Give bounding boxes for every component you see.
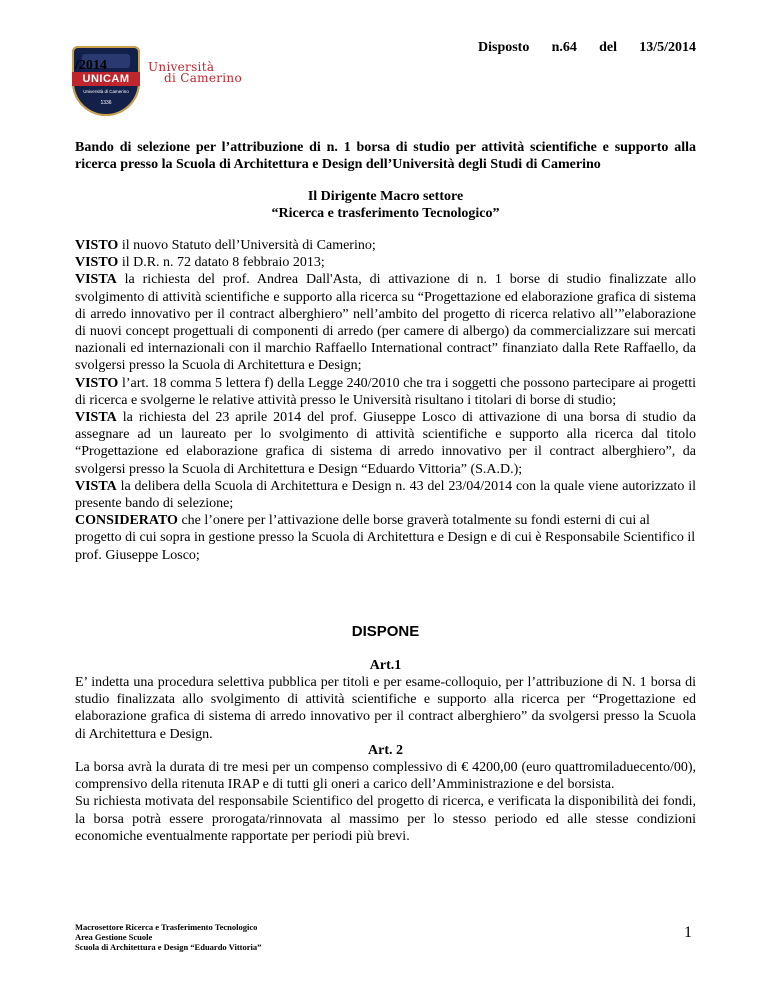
recital-keyword: VISTO — [75, 238, 119, 253]
recital-keyword: CONSIDERATO — [75, 513, 178, 529]
art2-heading: Art. 2 — [368, 743, 403, 758]
wordmark-line2: di Camerino — [164, 71, 242, 85]
art2-body — [75, 759, 696, 845]
recital-text: il nuovo Statuto dell’Università di Camerino; — [118, 238, 376, 253]
seal-text: UNICAM — [72, 72, 140, 86]
university-wordmark — [148, 62, 242, 84]
manager-heading — [75, 188, 696, 222]
recital — [75, 409, 696, 478]
decree-reference — [478, 40, 696, 56]
recital-keyword: VISTO — [75, 255, 119, 271]
decree-word: Disposto — [478, 40, 530, 55]
art1-heading: Art.1 — [369, 658, 402, 673]
recital-text: il D.R. n. 72 datato 8 febbraio 2013; — [118, 255, 325, 271]
decree-year-continuation: /2014 — [75, 58, 107, 73]
recital-keyword: VISTA — [75, 410, 117, 426]
recital-text: la richiesta del 23 aprile 2014 del prof. Giuseppe Losco di attivazione di una borsa di studio da assegnare ad un laureato per lo svolgimento di attività scientifiche e supporto alla ricerca dal titolo “Progettazione ed elaborazione grafica di sistema di arredo innovativo per il contract alberghiero”, da svolgersi presso la Scuola di Architettura e Design “Eduardo Vittoria” (S.A.D.); — [75, 410, 696, 477]
manager-line1: Il Dirigente Macro settore — [307, 189, 464, 204]
recital — [75, 237, 696, 254]
recital-keyword: VISTO — [75, 375, 119, 391]
decree-number: n.64 — [551, 40, 577, 55]
unicam-seal-logo — [72, 46, 140, 116]
recital-text: la richiesta del prof. Andrea Dall'Asta, di attivazione di n. 1 borse di studio finalizzate allo svolgimento di attività scientifiche e supporto alla ricerca su “Progettazione ed elaborazione grafica di sistema di arredo innovativo per il contract alberghiero” nell’ambito del progetto di ricerca relativo all’”elaborazione di nuovi concept progettuali di componenti di arredo (per camere di albergo) da commercializzare sui mercati nazionali ed internazionali con il marchio Raffaello International contract” finanziato dalla Rete Raffaello, da svolgersi presso la Scuola di Architettura e Design; — [75, 272, 696, 374]
recital-text: la delibera della Scuola di Architettura e Design n. 43 del 23/04/2014 con la quale viene autorizzato il presente bando di selezione; — [75, 478, 696, 512]
seal-subtitle: Università di Camerino — [83, 89, 129, 94]
decree-del: del — [599, 40, 617, 55]
page-footer — [75, 922, 261, 952]
manager-line2: “Ricerca e trasferimento Tecnologico” — [271, 206, 500, 221]
footer-line3: Scuola di Architettura e Design “Eduardo Vittoria” — [75, 942, 262, 952]
art2-text1: La borsa avrà la durata di tre mesi per un compenso complessivo di € 4200,00 (euro quattromiladuecento/00), comprensivo della ritenuta IRAP e di tutti gli oneri a carico dell’Amministrazione e del borsista. — [75, 760, 696, 793]
recital-text: che l’onere per l’attivazione delle borse graverà totalmente su fondi esterni di cui al progetto di cui sopra in gestione presso la Scuola di Architettura e Design e di cui è Responsabile Scientifico il prof. Giuseppe Losco; — [75, 513, 696, 563]
art2-text2: Su richiesta motivata del responsabile Scientifico del progetto di ricerca, e verificata la disponibilità dei fondi, la borsa potrà essere prorogata/rinnovata al massimo per lo stesso periodo ed alle stesse condizioni economiche eventualmente rapportate per periodi più brevi. — [75, 794, 696, 844]
recital-keyword: VISTA — [75, 478, 117, 494]
recital — [75, 478, 696, 512]
recital — [75, 254, 696, 271]
recital — [75, 375, 696, 409]
footer-line1: Macrosettore Ricerca e Trasferimento Tecnologico — [75, 922, 258, 932]
art1-text: E’ indetta una procedura selettiva pubblica per titoli e per esame-colloquio, per l’attribuzione di N. 1 borsa di studio finalizzata allo svolgimento di attività scientifiche e supporto alla ricerca per “Progettazione ed elaborazione grafica di sistema di arredo innovativo per il contract alberghiero” da svolgersi presso la Scuola di Architettura e Design. — [75, 675, 696, 742]
recital-text: l’art. 18 comma 5 lettera f) della Legge 240/2010 che tra i soggetti che possono partecipare ai progetti di ricerca e svolgerne le relative attività presso le Università risultano i titolari di borse di studio; — [75, 375, 696, 408]
recitals — [75, 237, 696, 564]
seal-year: 1336 — [100, 100, 112, 106]
recital — [75, 512, 696, 564]
recital-keyword: VISTA — [75, 272, 117, 288]
document-title: Bando di selezione per l’attribuzione di n. 1 borsa di studio per attività scientifiche e supporto alla ricerca presso la Scuola di Architettura e Design dell’Università degli Studi di Camerino — [75, 140, 696, 172]
wordmark-line1: Università — [148, 60, 215, 74]
decree-date: 13/5/2014 — [639, 40, 696, 55]
dispone-heading: DISPONE — [351, 623, 420, 640]
recital — [75, 271, 696, 374]
footer-line2: Area Gestione Scuole — [75, 932, 153, 942]
page-number: 1 — [684, 924, 692, 941]
